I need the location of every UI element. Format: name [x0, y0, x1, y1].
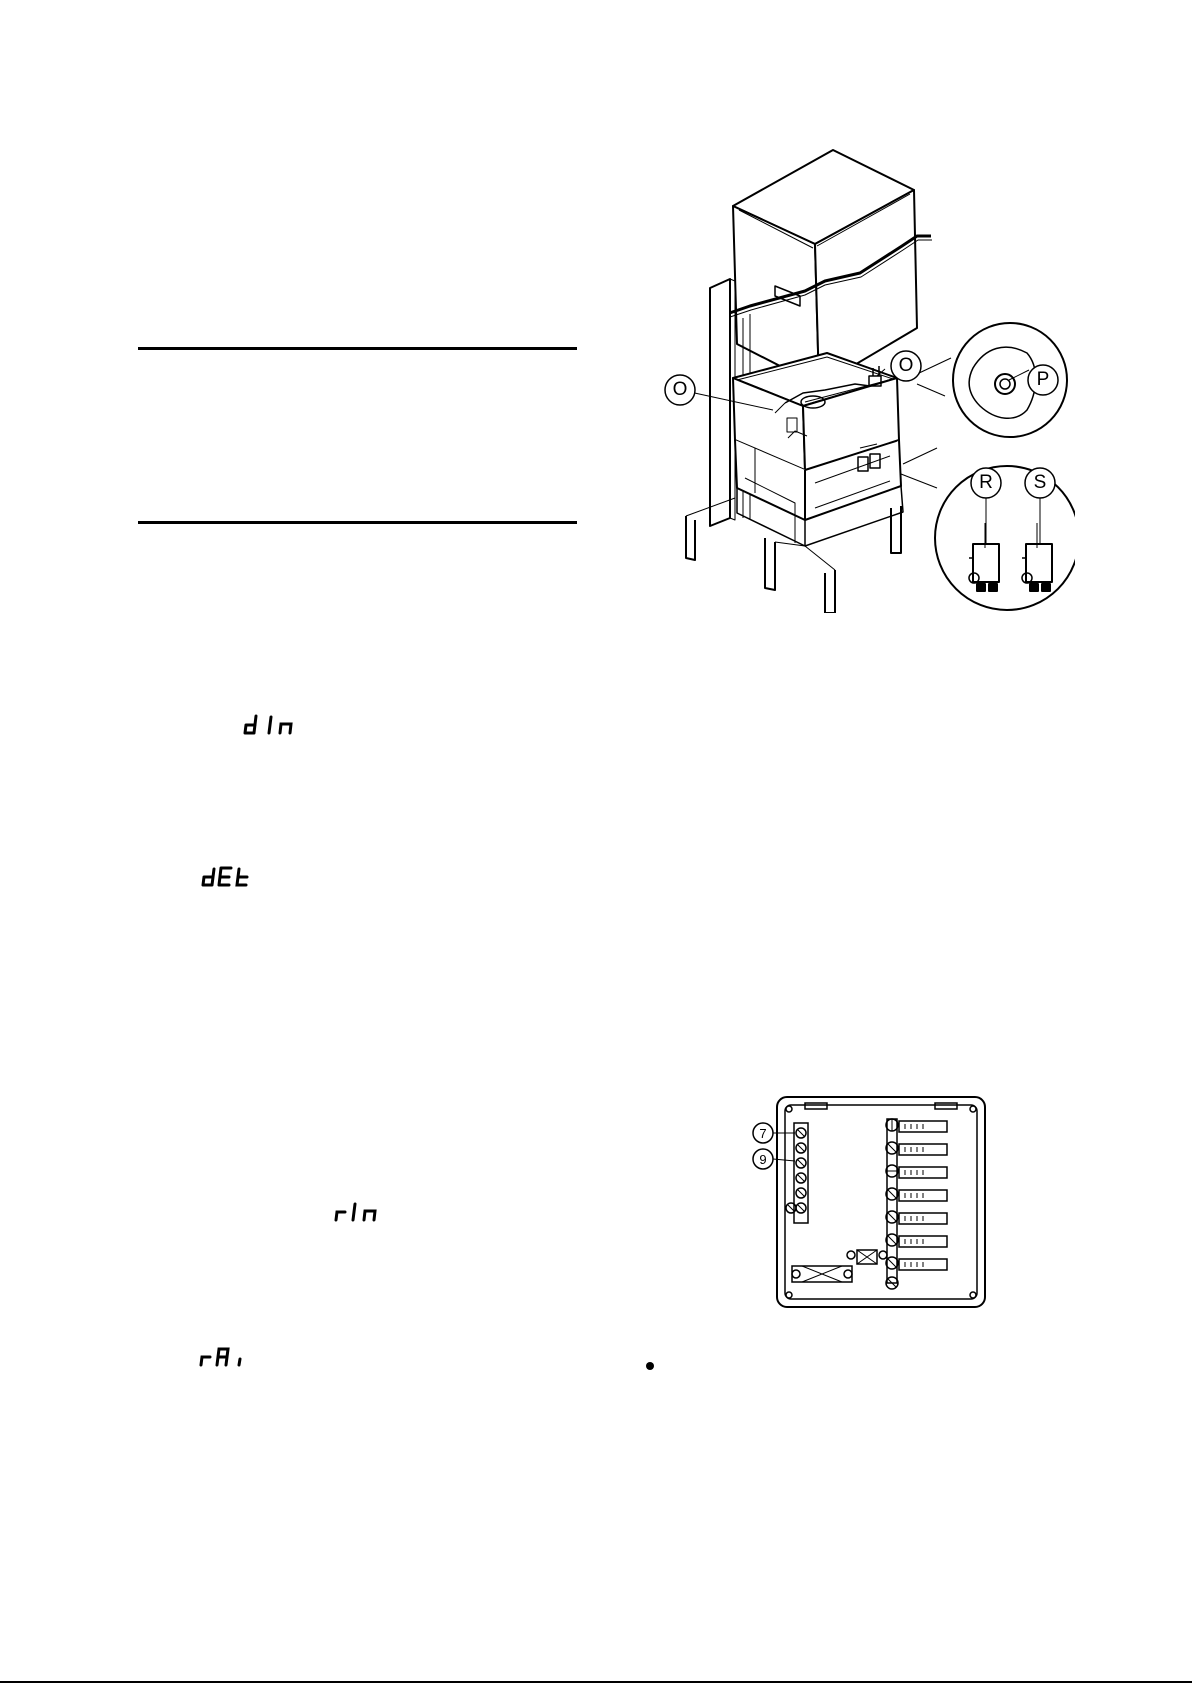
section-rule-top — [138, 347, 577, 350]
terminal-board-figure — [747, 1095, 989, 1310]
terminal-board-drawing — [747, 1095, 989, 1310]
callout-7: 7 — [759, 1125, 767, 1141]
callout-o-left: O — [672, 379, 688, 400]
footer-rule — [0, 1681, 1192, 1683]
callout-o-right: O — [898, 355, 914, 376]
callout-s: S — [1033, 472, 1047, 493]
section-rule-bottom — [138, 521, 577, 524]
display-code-din — [242, 714, 302, 736]
display-code-det — [201, 866, 253, 888]
callout-r: R — [979, 472, 993, 493]
dishwasher-figure — [655, 148, 1075, 613]
callout-9: 9 — [759, 1151, 767, 1167]
display-code-rai — [198, 1346, 250, 1368]
bullet-point — [646, 1362, 654, 1370]
callout-p: P — [1036, 369, 1050, 390]
dishwasher-drawing — [655, 148, 1075, 613]
display-code-rin — [333, 1201, 385, 1223]
